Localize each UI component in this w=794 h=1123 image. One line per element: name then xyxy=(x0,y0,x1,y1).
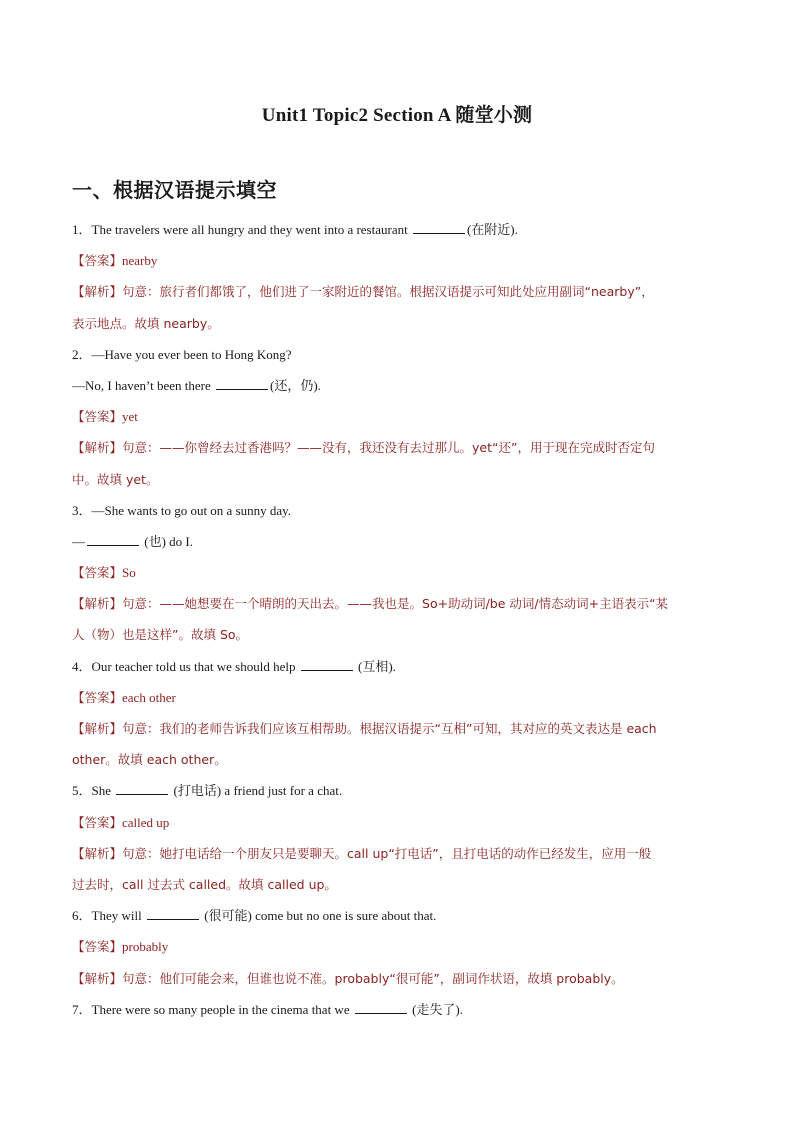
question-1-prefix: 1．The travelers were all hungry and they went into a restaurant xyxy=(72,222,411,237)
analysis-text: 人（物）也是这样”。故填 So。 xyxy=(72,627,249,643)
page-title: Unit1 Topic2 Section A 随堂小测 xyxy=(261,105,533,126)
question-7-prefix: 7．There were so many people in the cinema that we xyxy=(72,1001,353,1017)
question-1-analysis-cont xyxy=(72,308,722,339)
analysis-text: 句意：旅行者们都饿了，他们进了一家附近的餐馆。根据汉语提示可知此处应用副词“nearby”， xyxy=(122,284,654,300)
question-4-analysis xyxy=(72,713,722,744)
analysis-label: 【解析】 xyxy=(72,596,123,612)
analysis-text: 句意：——你曾经去过香港吗？——没有，我还没有去过那儿。yet“还”，用于现在完成时否定句 xyxy=(122,440,655,456)
answer-label: 【答案】 xyxy=(72,409,123,425)
question-2-text: 2．—Have you ever been to Hong Kong? xyxy=(72,346,292,362)
answer-value: each other xyxy=(122,689,176,705)
question-3-prefix: — xyxy=(72,533,85,549)
question-7-text xyxy=(72,994,722,1025)
answer-value: probably xyxy=(122,939,169,955)
answer-label: 【答案】 xyxy=(72,689,123,705)
answer-label: 【答案】 xyxy=(72,565,123,581)
question-2-blank xyxy=(216,377,268,390)
question-2-answer xyxy=(72,401,722,432)
analysis-label: 【解析】 xyxy=(72,845,123,861)
question-3-analysis xyxy=(72,588,722,619)
answer-value: called up xyxy=(122,814,170,830)
question-4-hint: (互相). xyxy=(354,658,396,674)
question-2-response xyxy=(72,370,722,401)
question-3-text: 3．—She wants to go out on a sunny day. xyxy=(72,502,292,518)
question-3-hint: (也) do I. xyxy=(141,533,193,549)
analysis-text: 句意：我们的老师告诉我们应该互相帮助。根据汉语提示“互相”可知，其对应的英文表达是 each xyxy=(122,721,657,736)
question-2-analysis-cont xyxy=(72,464,722,495)
answer-value: So xyxy=(122,565,136,581)
question-7-blank xyxy=(355,1001,407,1014)
answer-value: yet xyxy=(122,409,138,425)
question-2-analysis xyxy=(72,432,722,463)
question-1-hint: (在附近). xyxy=(466,222,518,237)
question-4-prefix: 4．Our teacher told us that we should help xyxy=(72,658,299,674)
question-4-blank xyxy=(301,658,353,671)
question-5-analysis xyxy=(72,838,722,869)
analysis-text: 句意：——她想要在一个晴朗的天出去。——我也是。So+助动词/be 动词/情态动词+主语表示“某 xyxy=(122,596,669,612)
question-3-response xyxy=(72,526,722,557)
analysis-text: 过去时，call 过去式 called。故填 called up。 xyxy=(72,876,337,892)
question-5-blank xyxy=(116,782,168,795)
analysis-label: 【解析】 xyxy=(72,284,123,300)
question-3-analysis-cont xyxy=(72,619,722,650)
answer-label: 【答案】 xyxy=(72,814,123,830)
answer-label: 【答案】 xyxy=(72,939,123,955)
analysis-text: other。故填 each other。 xyxy=(72,752,227,768)
question-4-text xyxy=(72,651,722,682)
question-4-answer xyxy=(72,682,722,713)
question-6-blank xyxy=(147,907,199,920)
answer-label: 【答案】 xyxy=(72,253,123,269)
analysis-label: 【解析】 xyxy=(72,721,123,736)
question-3-blank xyxy=(87,533,139,546)
question-1-answer xyxy=(72,245,722,276)
section-heading: 一、根据汉语提示填空 xyxy=(72,178,277,202)
question-list xyxy=(72,214,722,1025)
question-5-text xyxy=(72,775,722,806)
analysis-label: 【解析】 xyxy=(72,440,123,456)
question-1-analysis xyxy=(72,276,722,307)
answer-value: nearby xyxy=(122,253,158,269)
analysis-label: 【解析】 xyxy=(72,970,123,986)
analysis-text: 表示地点。故填 nearby。 xyxy=(72,315,220,331)
question-6-text xyxy=(72,900,722,931)
question-2-hint: (还，仍). xyxy=(269,377,321,393)
question-6-analysis xyxy=(72,963,722,994)
question-3-answer xyxy=(72,557,722,588)
question-6-answer xyxy=(72,931,722,962)
question-6-hint: (很可能) come but no one is sure about that. xyxy=(200,908,437,924)
question-4-analysis-cont xyxy=(72,744,722,775)
question-5-prefix: 5．She xyxy=(72,783,115,799)
analysis-text: 中。故填 yet。 xyxy=(72,471,159,487)
question-5-answer xyxy=(72,807,722,838)
analysis-text: 句意：她打电话给一个朋友只是要聊天。call up“打电话”，且打电话的动作已经发生，应用一般 xyxy=(122,845,652,861)
question-1-text xyxy=(72,214,722,245)
question-6-prefix: 6．They will xyxy=(72,908,145,924)
question-5-hint: (打电话) a friend just for a chat. xyxy=(170,783,343,799)
question-2-prefix: —No, I haven’t been there xyxy=(72,377,214,393)
question-7-hint: (走失了). xyxy=(408,1001,464,1017)
question-5-analysis-cont xyxy=(72,869,722,900)
analysis-text: 句意：他们可能会来，但谁也说不准。probably“很可能”，副词作状语，故填 probably。 xyxy=(122,970,624,986)
question-1-blank xyxy=(413,221,465,234)
